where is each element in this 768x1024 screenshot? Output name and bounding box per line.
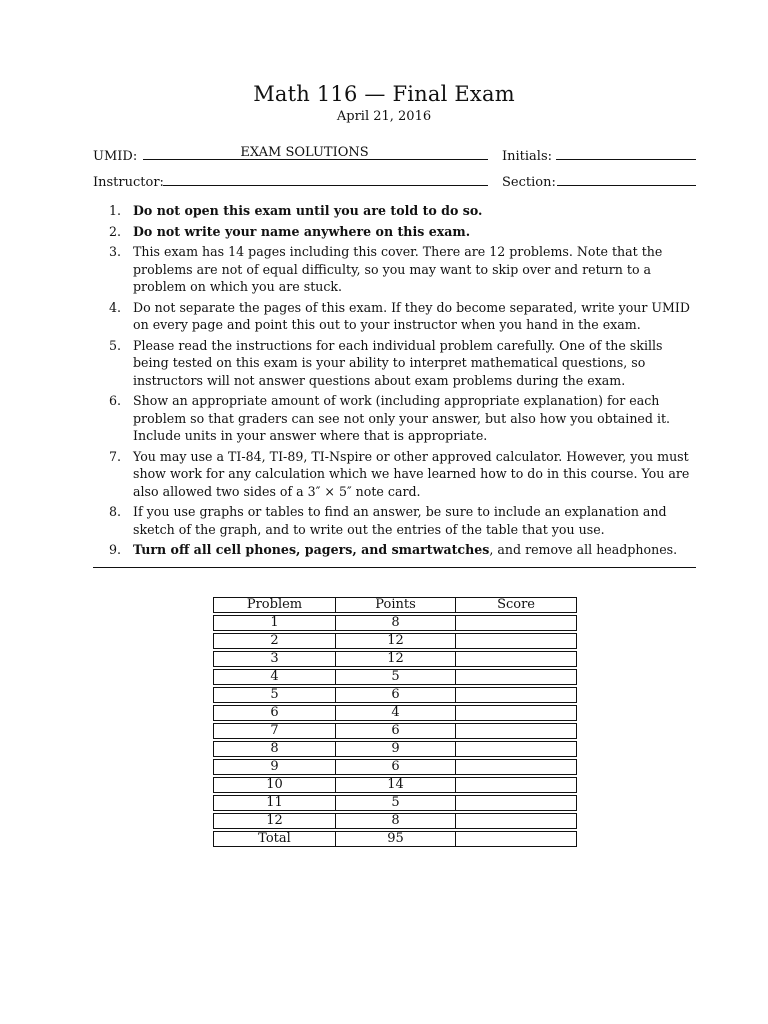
instruction-text: If you use graphs or tables to find an answer, be sure to include an explanation and sketch of the graph, and to write out the entries of the table that you use. [133, 504, 667, 537]
table-row [213, 651, 577, 667]
points-cell: 12 [336, 651, 456, 667]
points-cell: 5 [336, 669, 456, 685]
exam-date: April 21, 2016 [336, 109, 432, 124]
instruction-number: 7. [108, 448, 121, 464]
score-cell[interactable] [456, 687, 577, 703]
instruction-number: 5. [108, 337, 121, 353]
header-problem: Problem [213, 597, 336, 613]
instruction-text: Please read the instructions for each individual problem carefully. One of the skills being tested on this exam is your ability to interpret mathematical questions, so instructors will not answer questions about exam problems during the exam. [133, 337, 663, 388]
instruction-text: You may use a TI-84, TI-89, TI-Nspire or other approved calculator. However, you must show work for any calculation which we have learned how to do in this course. You are also allowed two sides of a 3″ × 5″ note card. [133, 448, 690, 499]
table-row [213, 705, 577, 721]
problem-cell: 5 [213, 687, 336, 703]
score-cell[interactable] [456, 795, 577, 811]
initials-label: Initials: [502, 149, 553, 164]
table-row-total [213, 831, 577, 847]
points-cell: 12 [336, 633, 456, 649]
score-cell[interactable] [456, 705, 577, 721]
score-cell[interactable] [456, 813, 577, 829]
instruction-item [93, 448, 697, 501]
score-table-header-row [213, 597, 577, 613]
instruction-text-rest: , and remove all headphones. [489, 542, 678, 557]
instruction-number: 6. [108, 393, 121, 408]
score-cell[interactable] [456, 633, 577, 649]
exam-title: Math 116 — Final Exam [253, 82, 515, 106]
header-points: Points [336, 597, 456, 613]
instructor-label: Instructor: [93, 175, 164, 190]
table-row [213, 741, 577, 757]
instruction-number: 3. [108, 244, 121, 259]
problem-cell: 6 [213, 705, 336, 721]
total-points-cell: 95 [336, 831, 456, 847]
header-score: Score [456, 597, 577, 613]
problem-cell: 10 [213, 777, 336, 793]
score-cell[interactable] [456, 615, 577, 631]
problem-cell: 1 [213, 615, 336, 631]
points-cell: 8 [336, 615, 456, 631]
instruction-number: 2. [108, 223, 121, 239]
instruction-item [93, 503, 697, 538]
points-cell: 14 [336, 777, 456, 793]
problem-cell: 2 [213, 633, 336, 649]
table-row [213, 633, 577, 649]
instruction-item [93, 243, 697, 296]
initials-line[interactable] [556, 159, 696, 160]
total-score-cell[interactable] [456, 831, 577, 847]
score-cell[interactable] [456, 777, 577, 793]
table-row [213, 669, 577, 685]
instructions-list [93, 202, 697, 562]
table-row [213, 687, 577, 703]
problem-cell: 8 [213, 741, 336, 757]
instructor-line[interactable] [163, 185, 488, 186]
instruction-text: Do not separate the pages of this exam. If they do become separated, write your UMID on every page and point this out to your instructor when you hand in the exam. [133, 299, 691, 332]
problem-cell: 7 [213, 723, 336, 739]
instruction-number: 4. [108, 299, 121, 315]
instruction-number: 9. [108, 542, 121, 557]
umid-value: EXAM SOLUTIONS [240, 145, 369, 160]
total-label-cell: Total [213, 831, 336, 847]
score-table [213, 595, 577, 849]
problem-cell: 11 [213, 795, 336, 811]
instruction-item [93, 202, 697, 220]
table-row [213, 615, 577, 631]
instruction-text: Do not open this exam until you are told to do so. [133, 203, 483, 218]
points-cell: 6 [336, 759, 456, 775]
instruction-number: 1. [108, 203, 121, 218]
instruction-item [93, 337, 697, 390]
score-cell[interactable] [456, 759, 577, 775]
table-row [213, 723, 577, 739]
instruction-item [93, 392, 697, 445]
problem-cell: 9 [213, 759, 336, 775]
table-row [213, 795, 577, 811]
table-row [213, 777, 577, 793]
points-cell: 6 [336, 687, 456, 703]
score-cell[interactable] [456, 651, 577, 667]
problem-cell: 12 [213, 813, 336, 829]
instruction-item [93, 299, 697, 334]
section-divider [93, 567, 696, 568]
score-cell[interactable] [456, 669, 577, 685]
points-cell: 5 [336, 795, 456, 811]
instruction-number: 8. [108, 504, 121, 519]
instruction-text: Do not write your name anywhere on this exam. [133, 223, 471, 239]
table-row [213, 813, 577, 829]
instruction-item [93, 541, 697, 559]
instruction-text: Show an appropriate amount of work (including appropriate explanation) for each problem so that graders can see not only your answer, but also how you obtained it. Include units in your answer where that is appropriate. [133, 393, 671, 443]
instruction-text: This exam has 14 pages including this cover. There are 12 problems. Note that the problems are not of equal difficulty, so you may want to skip over and return to a problem on which you are stuck. [133, 244, 663, 294]
instruction-item [93, 223, 697, 241]
points-cell: 4 [336, 705, 456, 721]
section-line[interactable] [557, 185, 696, 186]
instruction-text-bold: Turn off all cell phones, pagers, and smartwatches [133, 542, 490, 557]
score-cell[interactable] [456, 723, 577, 739]
problem-cell: 4 [213, 669, 336, 685]
table-row [213, 759, 577, 775]
score-cell[interactable] [456, 741, 577, 757]
umid-label: UMID: [93, 149, 138, 164]
points-cell: 6 [336, 723, 456, 739]
points-cell: 9 [336, 741, 456, 757]
section-label: Section: [502, 175, 556, 190]
points-cell: 8 [336, 813, 456, 829]
problem-cell: 3 [213, 651, 336, 667]
